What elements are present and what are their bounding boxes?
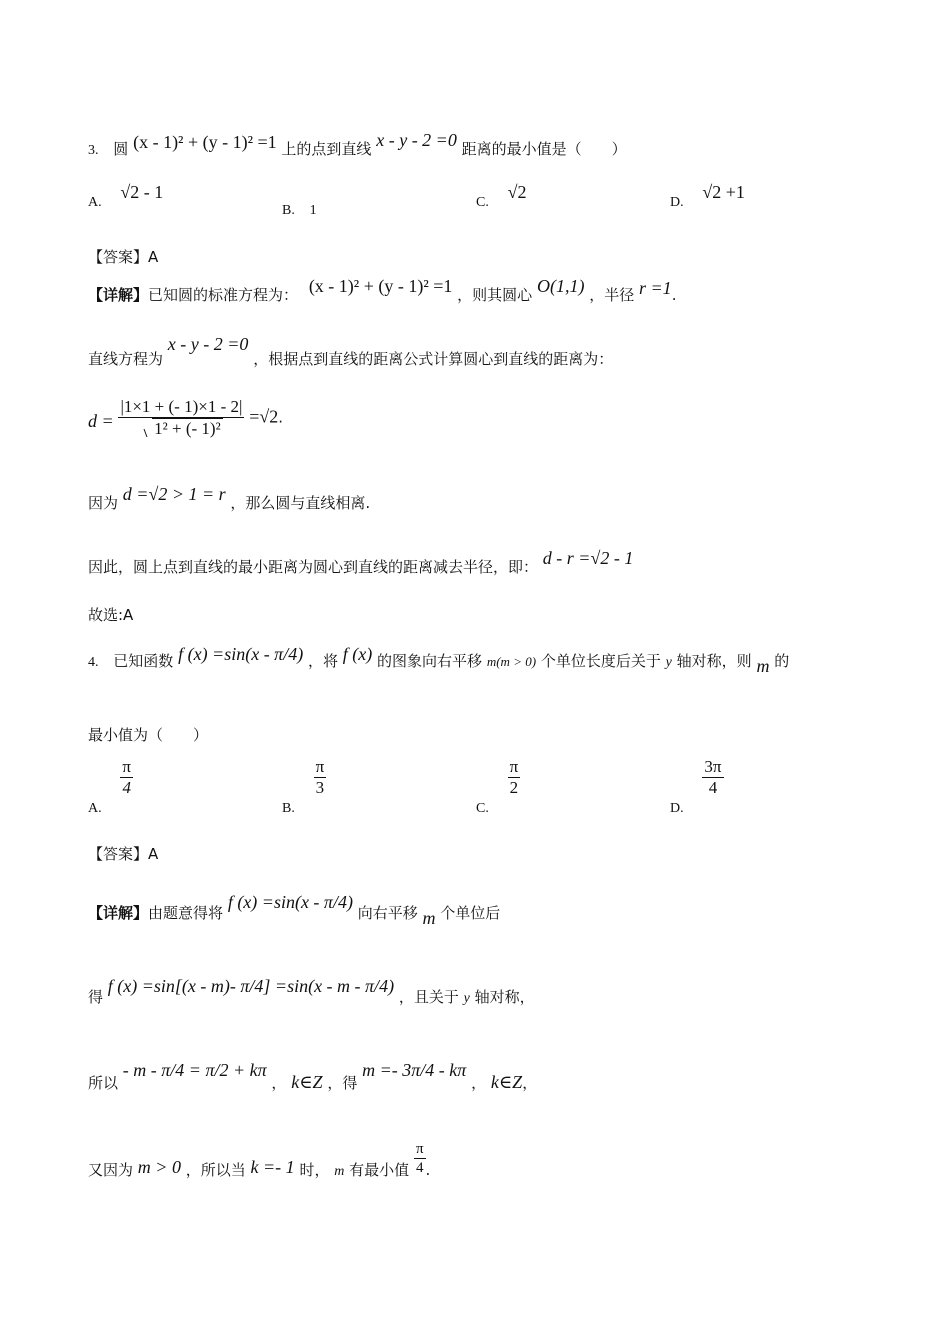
- q3-stem-prefix: 圆: [113, 140, 129, 158]
- q4-option-d-fraction: [702, 758, 723, 798]
- q4-stem: [88, 644, 790, 676]
- q4-option-c-num: π: [509, 757, 519, 776]
- q4-detail-l1-end: 个单位后: [440, 904, 501, 922]
- q4-stem-line-2: 最小值为（ ）: [88, 726, 209, 744]
- q4-option-c[interactable]: [476, 757, 520, 817]
- q4-option-a-fraction: [120, 758, 133, 798]
- q3-detail-distance-fraction: [118, 398, 244, 439]
- q4-detail-line-2: [88, 976, 535, 1007]
- q3-detail-d: d =: [88, 410, 114, 431]
- q3-option-c-value: √2: [507, 182, 527, 202]
- q4-option-a-den: 4: [120, 777, 133, 798]
- q3-detail-l5-equation: d - r =√2 - 1: [542, 548, 634, 568]
- q4-number: 4.: [88, 655, 99, 670]
- q4-option-d-num: 3π: [704, 757, 722, 776]
- q3-option-d-value: √2 +1: [702, 182, 745, 202]
- q4-detail-l1-equation: f (x) =sin(x - π/4): [227, 892, 353, 912]
- q4-option-b-num: π: [315, 757, 325, 776]
- q4-option-d[interactable]: [670, 757, 724, 817]
- q3-detail-line-2: [88, 334, 614, 369]
- q3-option-a-value: √2 - 1: [120, 182, 164, 202]
- q4-option-b-den: 3: [314, 777, 327, 798]
- q4-option-c-fraction: [508, 758, 521, 798]
- q4-option-c-den: 2: [508, 777, 521, 798]
- q4-function-equation: f (x) =sin(x - π/4): [178, 644, 304, 664]
- q4-m: m: [756, 656, 770, 676]
- q3-option-c-letter: C.: [476, 195, 489, 210]
- q3-detail-l5-text: 因此，圆上点到直线的最小距离为圆心到直线的距离减去半径，即：: [88, 558, 539, 576]
- q4-detail-line-1: [88, 892, 501, 928]
- q3-detail-fraction-denominator: [118, 417, 244, 439]
- q4-detail-line-4: [88, 1141, 431, 1189]
- q4-detail-l4-k: k =- 1: [250, 1156, 295, 1177]
- q4-stem-mid2: 的图象向右平移: [377, 652, 483, 670]
- q4-detail-l2-equation: f (x) =sin[(x - m)- π/4] =sin(x - m - π/4): [107, 976, 395, 996]
- q4-detail-l4-end: .: [425, 1160, 431, 1179]
- q3-detail-l1-end: .: [671, 286, 677, 304]
- q3-detail-l1-text: 已知圆的标准方程为：: [148, 286, 299, 304]
- q4-option-b-letter: B.: [282, 801, 295, 817]
- q4-option-a[interactable]: [88, 757, 133, 817]
- q4-answer: 【答案】A: [88, 845, 159, 863]
- q4-detail-l3-k: k∈Z: [291, 1072, 323, 1092]
- q4-detail-min-value-fraction: [414, 1141, 426, 1177]
- q3-detail-choice: 故选:A: [88, 606, 134, 624]
- q3-detail-denominator-radicand: 1² + (- 1)²: [154, 418, 221, 438]
- q4-shift-m: m(m > 0): [486, 654, 537, 669]
- q3-option-c[interactable]: [476, 182, 527, 211]
- q4-detail-l3-equation-2: m =- 3π/4 - kπ: [362, 1060, 467, 1080]
- q4-stem-end: 的: [774, 652, 790, 670]
- q3-option-d-letter: D.: [670, 195, 684, 210]
- q4-option-d-letter: D.: [670, 801, 684, 817]
- q3-detail-fraction-numerator: |1×1 + (- 1)×1 - 2|: [120, 397, 243, 416]
- q3-detail-label: 【详解】: [88, 286, 149, 304]
- q4-detail-l3-mid: ，得: [327, 1074, 358, 1092]
- q4-option-d-den: 4: [702, 777, 723, 798]
- q3-detail-l2-equation: x - y - 2 =0: [167, 334, 249, 354]
- q3-detail-l3-result: =√2: [249, 406, 279, 427]
- q3-option-b-value: 1: [309, 203, 317, 218]
- q3-detail-l4-text: 因为: [88, 494, 119, 512]
- q3-detail-l2-rest: ，根据点到直线的距离公式计算圆心到直线的距离为：: [253, 350, 614, 368]
- q4-stem-mid: ，将: [307, 652, 338, 670]
- q3-stem-mid: 上的点到直线: [281, 140, 372, 158]
- q4-detail-l1-text: 由题意得将: [148, 904, 224, 922]
- q4-detail-l3-k2: k∈Z: [490, 1072, 523, 1092]
- q4-detail-l1-m: m: [422, 908, 436, 928]
- q4-detail-l4-mid2: 时，: [299, 1160, 330, 1179]
- q3-number: 3.: [88, 143, 99, 158]
- q3-detail-l1-equation: (x - 1)² + (y - 1)² =1: [308, 276, 453, 296]
- q4-detail-l3-equation: - m - π/4 = π/2 + kπ: [122, 1060, 267, 1080]
- q3-detail-l4-rest: ，那么圆与直线相离.: [230, 494, 371, 512]
- q3-stem: [88, 130, 627, 159]
- q4-detail-l4-equation: m > 0: [137, 1156, 181, 1177]
- q4-detail-l4-m: m: [334, 1163, 345, 1179]
- q3-detail-l1-mid2: ，半径: [589, 286, 635, 304]
- q3-detail-line-4: [88, 484, 371, 513]
- q4-detail-l4-mid: ，所以当: [185, 1160, 246, 1179]
- q3-option-a[interactable]: [88, 182, 164, 211]
- q4-option-a-letter: A.: [88, 801, 102, 817]
- q4-detail-l2-y: y: [463, 991, 470, 1006]
- q4-detail-l2-end: 轴对称，: [474, 988, 535, 1006]
- q3-line-equation: x - y - 2 =0: [376, 130, 457, 150]
- q3-detail-radius: r =1: [639, 278, 672, 298]
- q3-detail-line-3: [88, 398, 283, 439]
- q3-detail-l4-equation: d =√2 > 1 = r: [122, 484, 226, 504]
- q4-stem-mid3: 个单位长度后关于: [540, 652, 661, 670]
- q3-option-d[interactable]: [670, 182, 745, 211]
- q4-option-c-letter: C.: [476, 801, 489, 817]
- q3-detail-l3-end: .: [278, 408, 283, 427]
- q3-detail-l1-mid: ，则其圆心: [457, 286, 533, 304]
- q4-stem-prefix: 已知函数: [113, 652, 174, 670]
- q4-function-f: f (x): [342, 644, 373, 664]
- q4-option-a-num: π: [122, 757, 131, 776]
- q3-detail-line-1: [88, 276, 677, 305]
- q3-option-b-letter: B.: [282, 203, 295, 218]
- q4-option-b-fraction: [314, 758, 327, 798]
- q4-detail-line-3: 所以 - m - π/4 = π/2 + kπ ， k∈Z ，得 m =- 3π/4 - kπ ， k∈Z，: [88, 1060, 538, 1092]
- q3-stem-suffix: 距离的最小值是（ ）: [461, 140, 627, 158]
- q3-answer: 【答案】A: [88, 248, 159, 266]
- q3-option-a-letter: A.: [88, 195, 102, 210]
- q4-detail-l1-rest: 向右平移: [357, 904, 418, 922]
- q4-option-b[interactable]: [282, 757, 326, 817]
- q3-option-b[interactable]: [282, 200, 317, 219]
- q3-detail-l2-text: 直线方程为: [88, 350, 164, 368]
- q4-detail-l2-rest: ，且关于: [398, 988, 459, 1006]
- q4-detail-min-num: π: [415, 1141, 424, 1157]
- q3-circle-equation: (x - 1)² + (y - 1)² =1: [133, 132, 277, 152]
- q3-detail-center: O(1,1): [536, 276, 585, 296]
- q4-stem-mid4: 轴对称，则: [676, 652, 752, 670]
- q4-detail-min-den: 4: [414, 1158, 426, 1177]
- q3-detail-line-5: [88, 548, 634, 577]
- q4-y-axis: y: [665, 655, 672, 670]
- q4-detail-l2-text: 得: [88, 988, 104, 1006]
- q4-detail-l3-text: 所以: [88, 1074, 119, 1092]
- q4-detail-l4-mid3: 有最小值: [349, 1160, 410, 1179]
- q4-detail-label: 【详解】: [88, 904, 149, 922]
- q4-detail-l4-text: 又因为: [88, 1160, 134, 1179]
